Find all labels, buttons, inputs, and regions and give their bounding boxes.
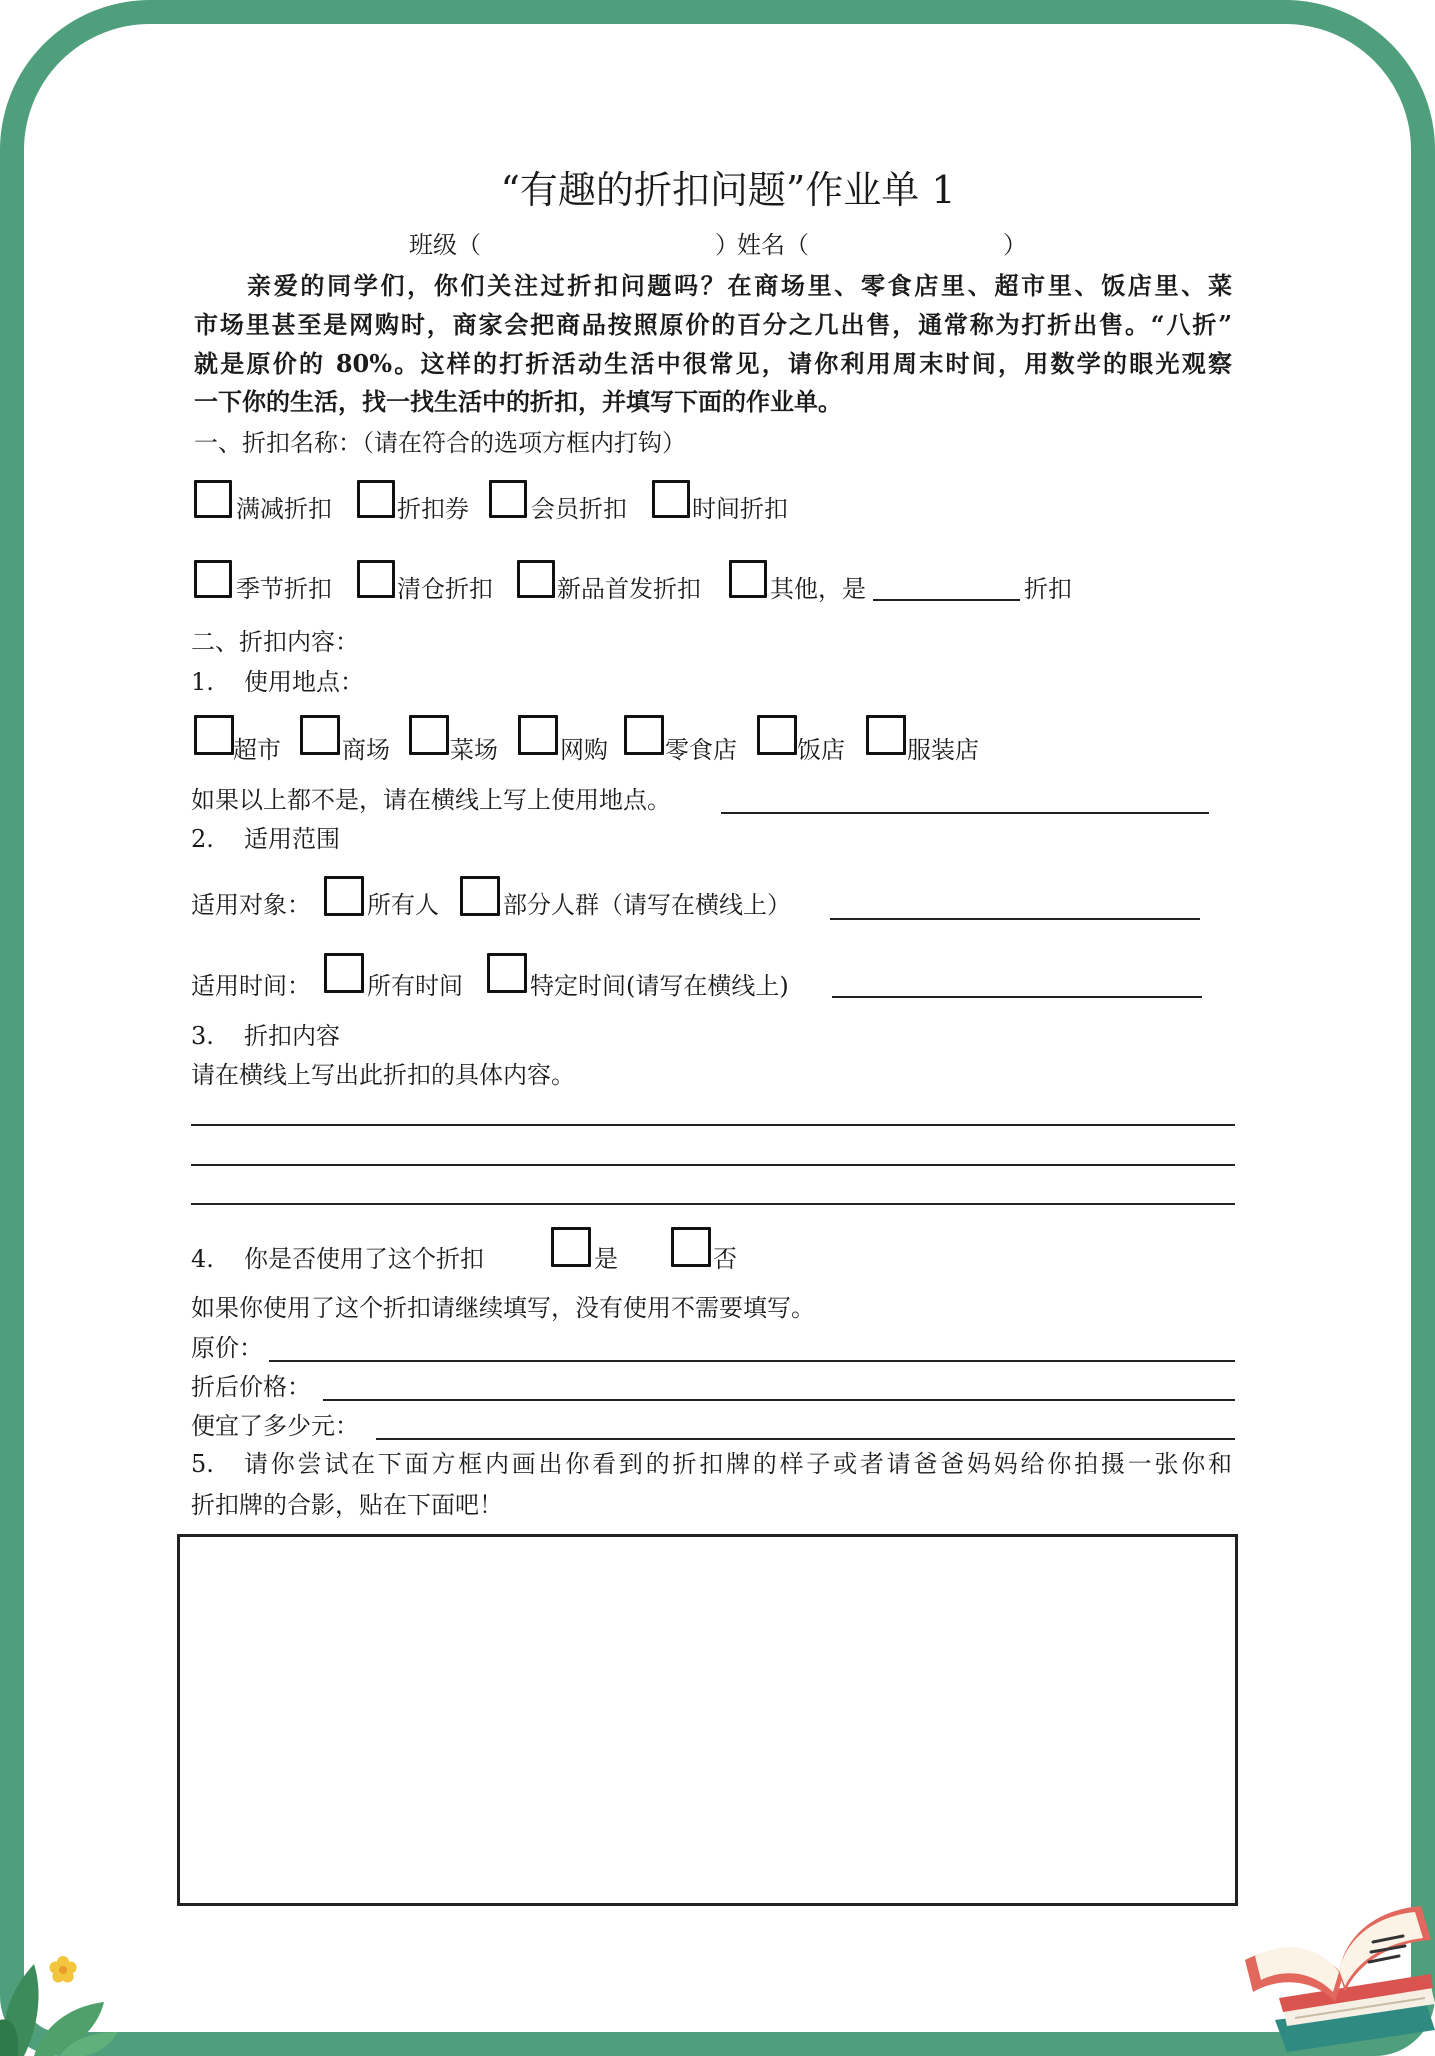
intro-line: 亲爱的同学们，你们关注过折扣问题吗？在商场里、零食店里、超市里、饭店里、菜 [247, 271, 1232, 300]
no-label: 否 [713, 1245, 737, 1273]
option-label: 折扣券 [397, 495, 469, 523]
content-blank[interactable] [191, 1124, 1235, 1126]
original-price-label: 原价： [191, 1334, 263, 1362]
question-number: 2. [191, 825, 214, 853]
name-label: 姓名（ [737, 231, 809, 259]
place-label: 饭店 [797, 736, 845, 764]
question-label: 适用范围 [244, 825, 340, 853]
question-number: 1. [191, 668, 214, 696]
savings-blank[interactable] [376, 1438, 1235, 1440]
time-option-label: 所有时间 [367, 972, 463, 1000]
intro-line: 就是原价的 80%。这样的打折活动生活中很常见，请你利用周末时间，用数学的眼光观察 [194, 349, 1232, 378]
other-place-blank[interactable] [721, 812, 1209, 814]
option-label: 会员折扣 [531, 495, 627, 523]
question-label: 请你尝试在下面方框内画出你看到的折扣牌的样子或者请爸爸妈妈给你拍摄一张你和 [244, 1450, 1232, 1478]
checkbox-target-everyone[interactable] [324, 876, 364, 916]
class-label: 班级（ [409, 231, 481, 259]
checkbox-clearance-discount[interactable] [357, 560, 395, 598]
checkbox-time-specific[interactable] [487, 953, 527, 993]
checkbox-time-all[interactable] [324, 953, 364, 993]
other-discount-blank[interactable] [873, 599, 1020, 601]
time-blank[interactable] [832, 996, 1202, 998]
leaves-decoration-icon [0, 1920, 130, 2056]
checkbox-full-reduction-discount[interactable] [194, 480, 232, 518]
place-label: 菜场 [450, 736, 498, 764]
checkbox-other-discount[interactable] [729, 560, 767, 598]
checkbox-place-market[interactable] [409, 715, 449, 755]
other-label: 其他，是 [770, 575, 866, 603]
question-label: 折扣内容 [244, 1022, 340, 1050]
yes-label: 是 [594, 1245, 618, 1273]
class-field[interactable] [485, 228, 711, 262]
time-label: 适用时间： [191, 972, 311, 1000]
option-label: 满减折扣 [236, 495, 332, 523]
place-label: 商场 [342, 736, 390, 764]
question-number: 5. [191, 1450, 214, 1478]
target-option-label: 部分人群（请写在横线上） [503, 891, 791, 919]
checkbox-time-discount[interactable] [652, 480, 690, 518]
name-field[interactable] [812, 228, 1000, 262]
question-number: 3. [191, 1022, 214, 1050]
discounted-price-label: 折后价格： [191, 1373, 311, 1401]
checkbox-member-discount[interactable] [489, 480, 527, 518]
page-title: “有趣的折扣问题”作业单 1 [500, 168, 956, 212]
checkbox-place-supermarket[interactable] [194, 715, 234, 755]
books-decoration-icon [1235, 1880, 1435, 2056]
option-label: 时间折扣 [692, 495, 788, 523]
checkbox-place-clothing-store[interactable] [866, 715, 906, 755]
checkbox-target-some-people[interactable] [460, 876, 500, 916]
checkbox-used-yes[interactable] [551, 1227, 591, 1267]
original-price-blank[interactable] [269, 1360, 1235, 1362]
content-prompt: 请在横线上写出此折扣的具体内容。 [191, 1061, 575, 1089]
checkbox-place-restaurant[interactable] [757, 715, 797, 755]
usage-note: 如果你使用了这个折扣请继续填写，没有使用不需要填写。 [191, 1294, 815, 1322]
drawing-area[interactable] [177, 1534, 1238, 1906]
target-label: 适用对象： [191, 891, 311, 919]
place-label: 超市 [233, 736, 281, 764]
place-label: 零食店 [665, 736, 737, 764]
checkbox-place-snack-shop[interactable] [624, 715, 664, 755]
section1-heading: 一、折扣名称：（请在符合的选项方框内打钩） [194, 429, 686, 457]
question-label-continued: 折扣牌的合影，贴在下面吧！ [191, 1491, 503, 1519]
checkbox-place-online[interactable] [518, 715, 558, 755]
target-blank[interactable] [830, 918, 1200, 920]
other-suffix: 折扣 [1024, 575, 1072, 603]
question-label: 你是否使用了这个折扣 [244, 1245, 484, 1273]
content-blank[interactable] [191, 1203, 1235, 1205]
checkbox-place-mall[interactable] [300, 715, 340, 755]
checkbox-new-launch-discount[interactable] [517, 560, 555, 598]
section2-heading: 二、折扣内容： [191, 628, 359, 656]
checkbox-coupon[interactable] [357, 480, 395, 518]
time-option-label: 特定时间(请写在横线上) [530, 972, 789, 1000]
place-label: 服装店 [907, 736, 979, 764]
name-close-paren: ） [1003, 231, 1027, 259]
content-blank[interactable] [191, 1164, 1235, 1166]
option-label: 新品首发折扣 [557, 575, 701, 603]
class-close-paren: ） [715, 231, 739, 259]
target-option-label: 所有人 [367, 891, 439, 919]
checkbox-used-no[interactable] [671, 1227, 711, 1267]
question-label: 使用地点： [244, 668, 364, 696]
place-label: 网购 [560, 736, 608, 764]
discounted-price-blank[interactable] [323, 1399, 1235, 1401]
intro-line: 市场里甚至是网购时，商家会把商品按照原价的百分之几出售，通常称为打折出售。“八折” [194, 310, 1232, 339]
savings-label: 便宜了多少元： [191, 1412, 359, 1440]
checkbox-seasonal-discount[interactable] [194, 560, 232, 598]
other-place-prompt: 如果以上都不是，请在横线上写上使用地点。 [191, 786, 671, 814]
question-number: 4. [191, 1245, 214, 1273]
option-label: 清仓折扣 [397, 575, 493, 603]
option-label: 季节折扣 [236, 575, 332, 603]
intro-line: 一下你的生活，找一找生活中的折扣，并填写下面的作业单。 [194, 387, 842, 416]
